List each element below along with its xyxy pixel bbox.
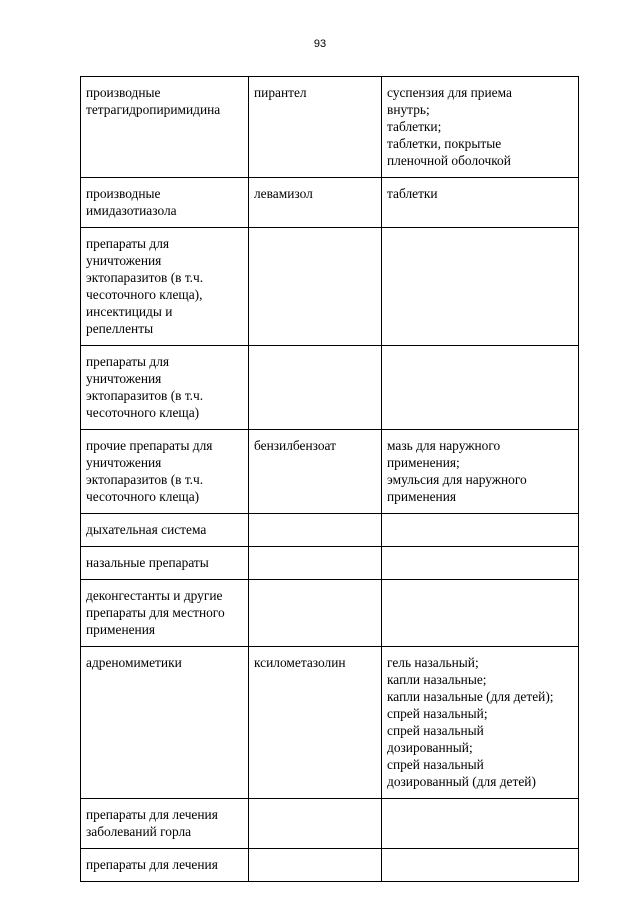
drug-name-cell bbox=[249, 647, 382, 799]
cell-text-line: пленочной оболочкой bbox=[387, 153, 511, 168]
cell-text-line: адреномиметики bbox=[86, 655, 182, 670]
drug-name-cell bbox=[249, 178, 382, 228]
cell-text-line: заболеваний горла bbox=[86, 824, 192, 839]
table-row bbox=[81, 849, 579, 882]
cell-text-line: препараты для лечения bbox=[86, 807, 218, 822]
group-cell bbox=[81, 647, 249, 799]
cell-text-line: эктопаразитов (в т.ч. bbox=[86, 472, 204, 487]
group-cell bbox=[81, 514, 249, 547]
dosage-forms-cell bbox=[382, 799, 579, 849]
drug-name-cell bbox=[249, 430, 382, 514]
group-cell bbox=[81, 580, 249, 647]
drug-name-cell bbox=[249, 580, 382, 647]
cell-text-line: препараты для bbox=[86, 354, 170, 369]
cell-text-line: гель назальный; bbox=[387, 655, 479, 670]
cell-text-line: применения; bbox=[387, 455, 460, 470]
cell-text-line: чесоточного клеща) bbox=[86, 405, 200, 420]
cell-text-line: эктопаразитов (в т.ч. bbox=[86, 388, 204, 403]
drug-table bbox=[80, 76, 579, 882]
cell-text-line: репелленты bbox=[86, 321, 154, 336]
cell-text-line: таблетки bbox=[387, 186, 438, 201]
cell-text-line: спрей назальный bbox=[387, 723, 484, 738]
dosage-forms-cell bbox=[382, 547, 579, 580]
table-row bbox=[81, 346, 579, 430]
cell-text-line: имидазотиазола bbox=[86, 203, 177, 218]
cell-text-line: производные bbox=[86, 186, 161, 201]
drug-name-cell bbox=[249, 849, 382, 882]
group-cell bbox=[81, 228, 249, 346]
cell-text-line: капли назальные (для детей); bbox=[387, 689, 554, 704]
cell-text-line: суспензия для приема bbox=[387, 85, 512, 100]
table-row bbox=[81, 77, 579, 178]
cell-text-line: уничтожения bbox=[86, 455, 162, 470]
dosage-forms-cell bbox=[382, 647, 579, 799]
dosage-forms-cell bbox=[382, 580, 579, 647]
cell-text-line: капли назальные; bbox=[387, 672, 487, 687]
table-row bbox=[81, 178, 579, 228]
cell-text-line: инсектициды и bbox=[86, 304, 173, 319]
cell-text-line: препараты для bbox=[86, 236, 170, 251]
page-number: 93 bbox=[313, 38, 327, 50]
cell-text-line: чесоточного клеща) bbox=[86, 489, 200, 504]
cell-text-line: ксилометазолин bbox=[254, 655, 346, 670]
cell-text-line: прочие препараты для bbox=[86, 438, 213, 453]
group-cell bbox=[81, 547, 249, 580]
dosage-forms-cell bbox=[382, 77, 579, 178]
drug-name-cell bbox=[249, 799, 382, 849]
group-cell bbox=[81, 178, 249, 228]
drug-name-cell bbox=[249, 77, 382, 178]
dosage-forms-cell bbox=[382, 514, 579, 547]
cell-text-line: дозированный; bbox=[387, 740, 473, 755]
cell-text-line: таблетки, покрытые bbox=[387, 136, 502, 151]
group-cell bbox=[81, 77, 249, 178]
table-row bbox=[81, 430, 579, 514]
drug-name-cell bbox=[249, 228, 382, 346]
cell-text-line: спрей назальный; bbox=[387, 706, 488, 721]
cell-text-line: мазь для наружного bbox=[387, 438, 501, 453]
dosage-forms-cell bbox=[382, 228, 579, 346]
table-row bbox=[81, 799, 579, 849]
cell-text-line: таблетки; bbox=[387, 119, 442, 134]
cell-text-line: эктопаразитов (в т.ч. bbox=[86, 270, 204, 285]
group-cell bbox=[81, 430, 249, 514]
cell-text-line: применения bbox=[86, 622, 156, 637]
cell-text-line: применения bbox=[387, 489, 457, 504]
cell-text-line: дозированный (для детей) bbox=[387, 774, 536, 789]
cell-text-line: уничтожения bbox=[86, 253, 162, 268]
dosage-forms-cell bbox=[382, 346, 579, 430]
table-row bbox=[81, 547, 579, 580]
drug-name-cell bbox=[249, 346, 382, 430]
cell-text-line: препараты для местного bbox=[86, 605, 225, 620]
drug-name-cell bbox=[249, 547, 382, 580]
cell-text-line: уничтожения bbox=[86, 371, 162, 386]
cell-text-line: чесоточного клеща), bbox=[86, 287, 203, 302]
cell-text-line: препараты для лечения bbox=[86, 857, 218, 872]
table-row bbox=[81, 228, 579, 346]
group-cell bbox=[81, 849, 249, 882]
table-row bbox=[81, 514, 579, 547]
cell-text-line: дыхательная система bbox=[86, 522, 207, 537]
cell-text-line: левамизол bbox=[254, 186, 313, 201]
dosage-forms-cell bbox=[382, 849, 579, 882]
table-row bbox=[81, 580, 579, 647]
table-row bbox=[81, 647, 579, 799]
dosage-forms-cell bbox=[382, 430, 579, 514]
cell-text-line: пирантел bbox=[254, 85, 307, 100]
cell-text-line: бензилбензоат bbox=[254, 438, 336, 453]
cell-text-line: внутрь; bbox=[387, 102, 430, 117]
cell-text-line: деконгестанты и другие bbox=[86, 588, 223, 603]
group-cell bbox=[81, 799, 249, 849]
cell-text-line: назальные препараты bbox=[86, 555, 209, 570]
cell-text-line: производные bbox=[86, 85, 161, 100]
cell-text-line: тетрагидропиримидина bbox=[86, 102, 221, 117]
table-body bbox=[81, 77, 579, 882]
cell-text-line: спрей назальный bbox=[387, 757, 484, 772]
drug-name-cell bbox=[249, 514, 382, 547]
group-cell bbox=[81, 346, 249, 430]
dosage-forms-cell bbox=[382, 178, 579, 228]
cell-text-line: эмульсия для наружного bbox=[387, 472, 527, 487]
